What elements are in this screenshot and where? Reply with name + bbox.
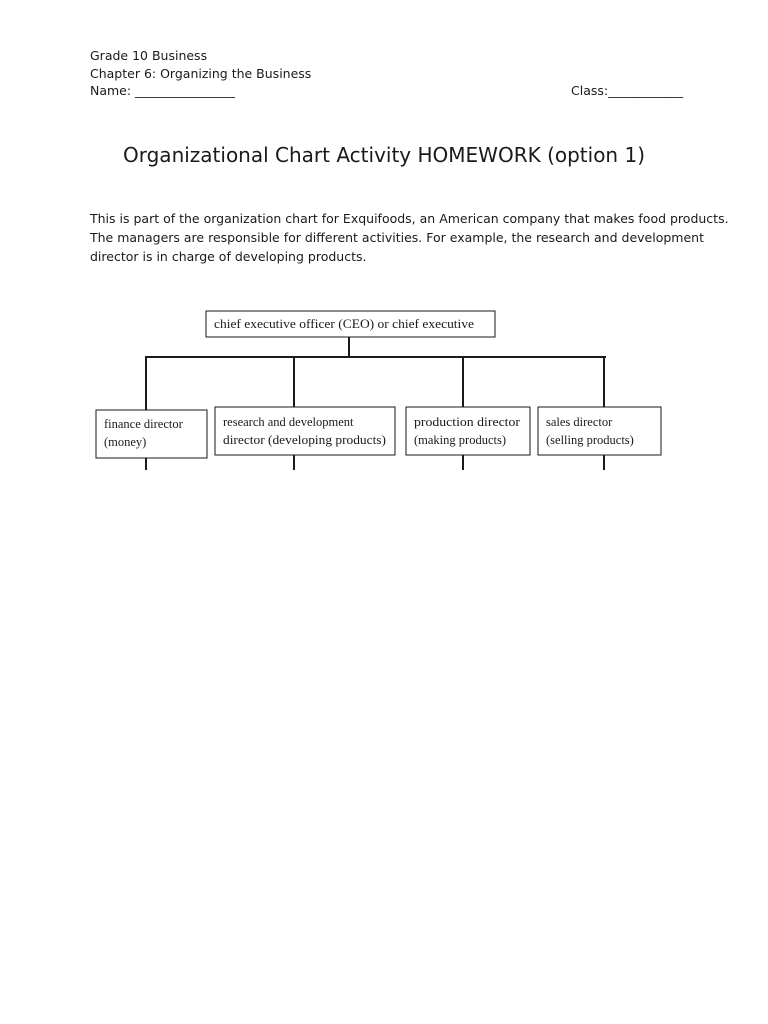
finance-director-role: (money)	[104, 435, 147, 449]
sales-director-title: sales director	[546, 415, 613, 429]
name-field: Name: ________________	[90, 83, 236, 98]
ceo-label: chief executive officer (CEO) or chief executive	[214, 317, 475, 331]
production-director-title: production director	[414, 415, 521, 429]
sales-director-role: (selling products)	[546, 433, 634, 447]
intro-line: This is part of the organization chart for Exquifoods, an American company that makes food products.	[90, 211, 729, 226]
intro-line: director is in charge of developing products.	[90, 249, 367, 264]
intro-line: The managers are responsible for different activities. For example, the research and development	[90, 230, 704, 245]
chapter-label: Chapter 6: Organizing the Business	[90, 66, 312, 81]
rd-director-role: director (developing products)	[223, 433, 386, 447]
page-title: Organizational Chart Activity HOMEWORK (option 1)	[123, 143, 645, 167]
finance-director-title: finance director	[104, 417, 183, 431]
rd-director-title: research and development	[223, 415, 354, 429]
course-label: Grade 10 Business	[90, 48, 208, 63]
production-director-role: (making products)	[414, 433, 506, 447]
class-field: Class:____________	[571, 83, 684, 98]
